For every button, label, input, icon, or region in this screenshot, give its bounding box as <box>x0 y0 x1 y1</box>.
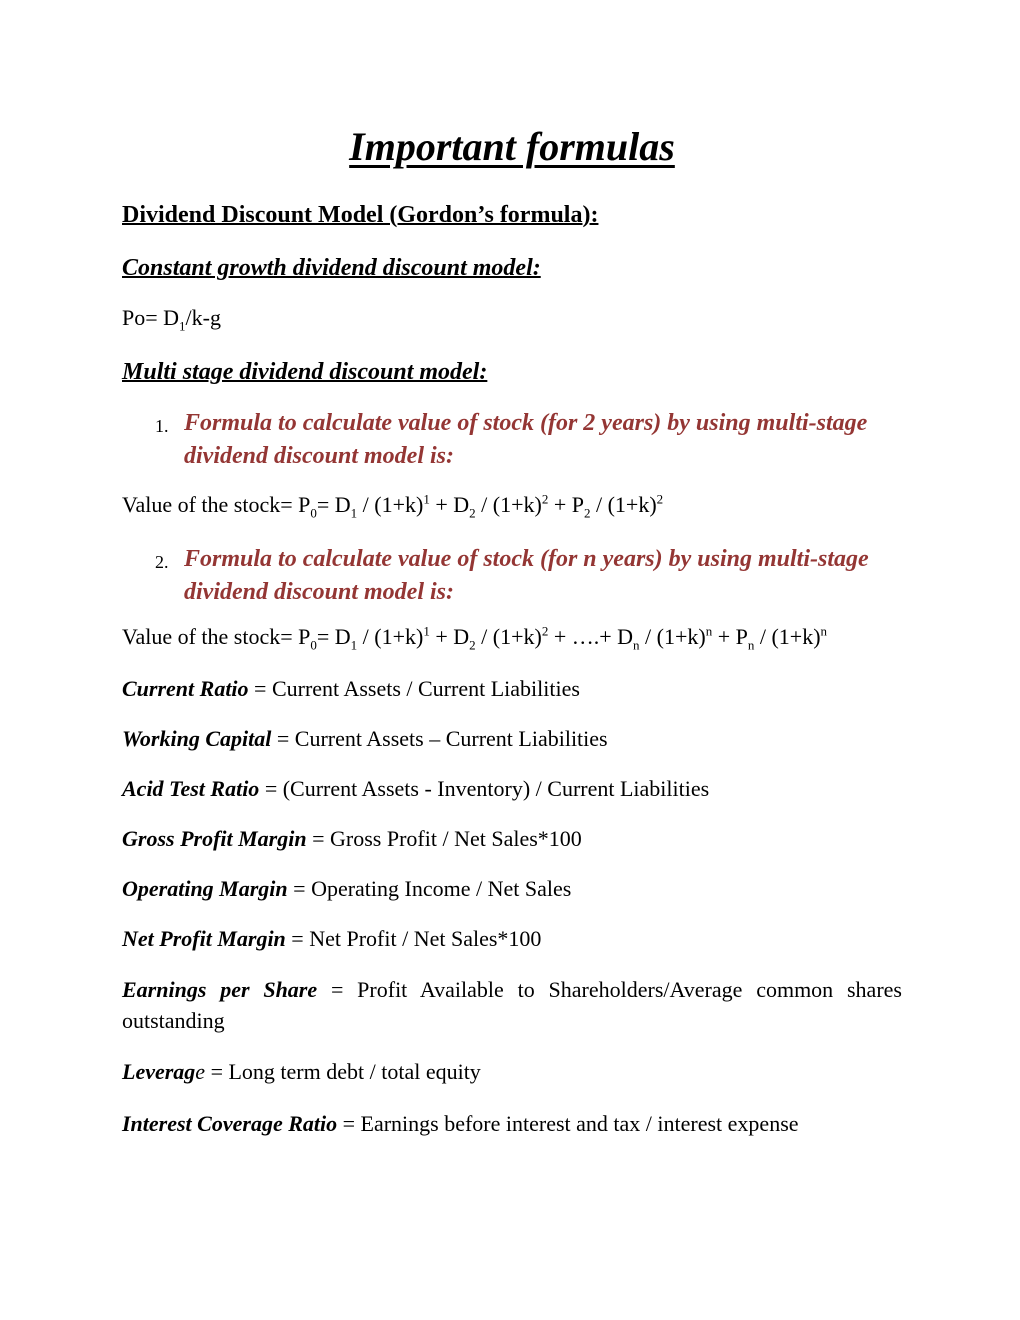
ratio-definition: = Profit Available to Shareholders/Average common shares outstanding <box>122 977 902 1033</box>
ratio-term-suffix: e <box>195 1059 206 1084</box>
list-item-text <box>184 407 867 473</box>
list-item-formula-2-years <box>155 407 902 473</box>
list-item-text-line: Formula to calculate value of stock (for n years) by using multi-stage <box>184 546 869 572</box>
ratio-definition: = Net Profit / Net Sales*100 <box>285 926 542 951</box>
formula-gordon: $Po= D_1/k-g$ <box>122 305 221 334</box>
ratio-leverage <box>122 1057 902 1087</box>
ratio-definition: = Current Assets / Current Liabilities <box>248 676 580 701</box>
ratio-term: Current Ratio <box>122 676 249 701</box>
formula-stock-value-2-years: Value of the stock= $P_0= D_1 / (1+k)^1 + D_2 / (1+k)^2 + P_2 / (1+k)^2$ <box>122 491 664 521</box>
ratio-definition: = Current Assets – Current Liabilities <box>271 726 608 751</box>
ratio-operating-margin <box>122 874 902 904</box>
ratio-term: Leverag <box>122 1059 196 1084</box>
list-number: 1. <box>155 416 169 436</box>
list-item-text-line: dividend discount model is: <box>184 579 454 605</box>
ratio-acid-test-ratio <box>122 774 902 804</box>
ratio-gross-profit-margin <box>122 824 902 854</box>
ratio-term: Operating Margin <box>122 876 288 901</box>
list-number: 2. <box>155 552 169 572</box>
ratio-term: Gross Profit Margin <box>122 826 307 851</box>
list-item-text-line: dividend discount model is: <box>184 443 454 469</box>
ratio-term: Interest Coverage Ratio <box>122 1111 338 1136</box>
heading-dividend-discount-model: Dividend Discount Model (Gordon’s formula): <box>122 202 599 228</box>
ratio-term: Earnings per Share <box>122 977 318 1002</box>
list-item-formula-n-years <box>155 543 902 609</box>
ratio-net-profit-margin <box>122 924 902 954</box>
ratio-earnings-per-share <box>122 974 902 1036</box>
ratio-term: Net Profit Margin <box>122 926 286 951</box>
ratio-term: Working Capital <box>122 726 272 751</box>
ratio-definition: = (Current Assets - Inventory) / Current Liabilities <box>259 776 710 801</box>
list-item-text <box>184 543 869 609</box>
ratio-definition: = Long term debt / total equity <box>205 1059 481 1084</box>
ratio-definition: = Operating Income / Net Sales <box>287 876 572 901</box>
formula-stock-value-n-years: Value of the stock= $P_0= D_1 / (1+k)^1 + D_2 / (1+k)^2$ + ….+ $D_n / (1+k)^n + P_n / (1+k)^n$ <box>122 623 828 653</box>
document-title: Important formulas <box>349 124 675 169</box>
ratio-definition: = Gross Profit / Net Sales*100 <box>306 826 582 851</box>
subheading-multi-stage-model: Multi stage dividend discount model: <box>122 359 488 385</box>
list-item-text-line: Formula to calculate value of stock (for 2 years) by using multi-stage <box>184 410 868 436</box>
subheading-constant-growth-model: Constant growth dividend discount model: <box>122 255 541 281</box>
ratio-working-capital <box>122 724 902 754</box>
ratio-definition: = Earnings before interest and tax / interest expense <box>337 1111 799 1136</box>
ratio-current-ratio <box>122 674 902 704</box>
ratio-term: Acid Test Ratio <box>122 776 260 801</box>
ratio-interest-coverage <box>122 1109 902 1139</box>
